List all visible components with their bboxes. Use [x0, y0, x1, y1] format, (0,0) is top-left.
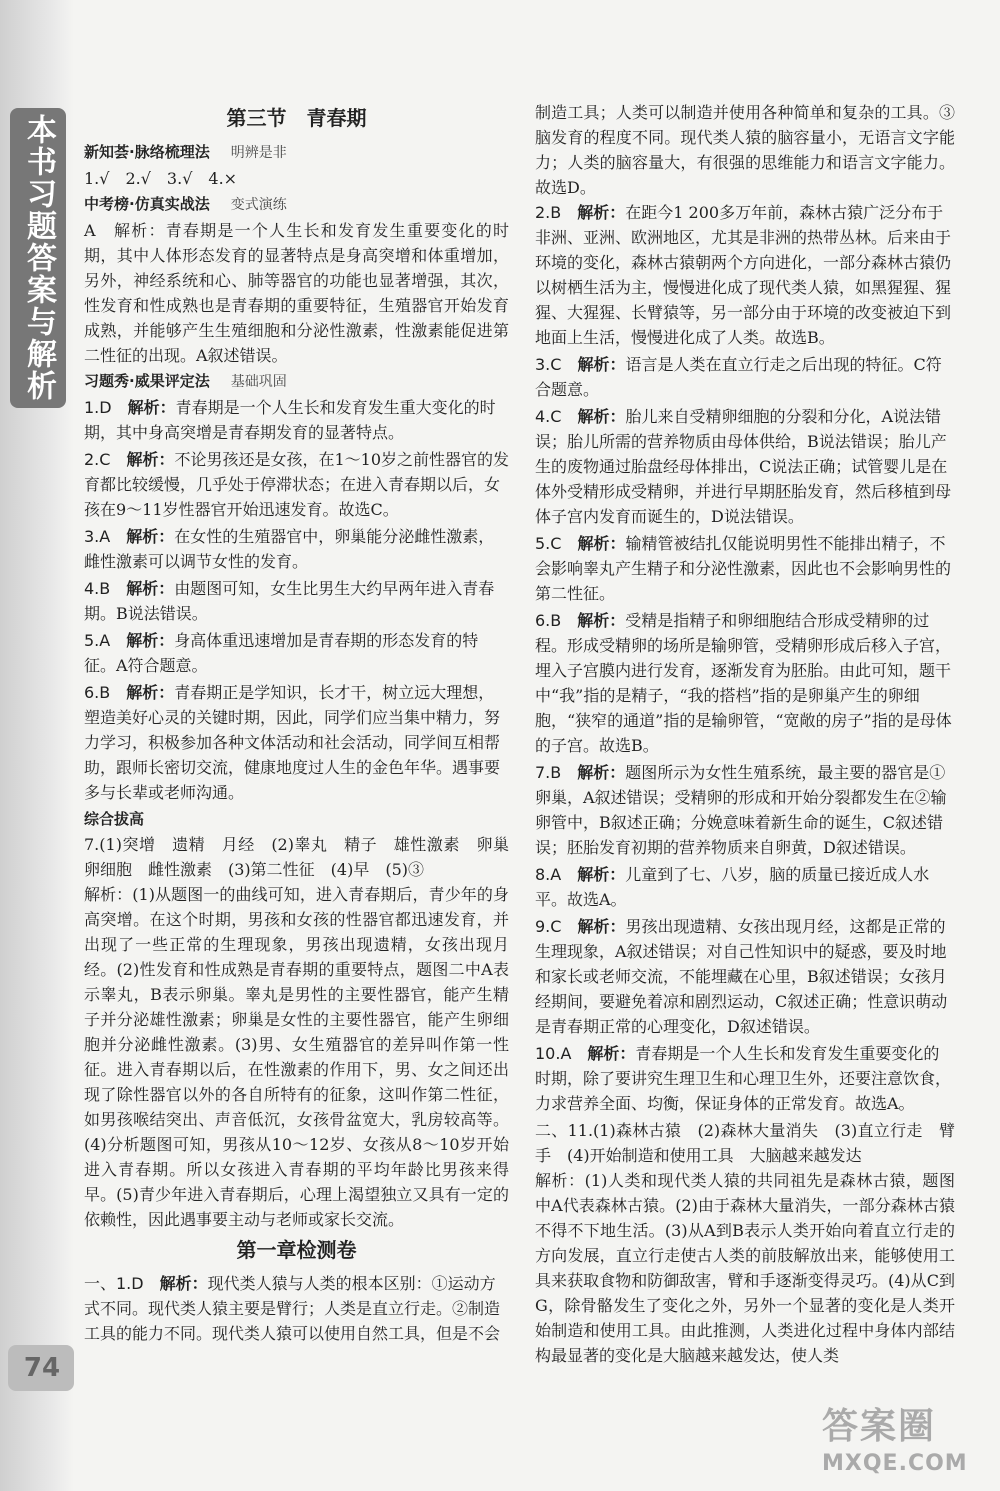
- answer-paragraph: A 解析：青春期是一个人生长和发育发生重要变化的时期，其中人体形态发育的显著特点是身高突增和体重增加，另外，神经系统和心、肺等器官的功能也显著增强，其次，性发育和性成熟也是青春期的重要特征，生殖器官开始发育成熟，并能够产生生殖细胞和分泌性激素，性激素能促进第二性征的出现。A叙述错误。: [84, 221, 509, 365]
- answer-item: 3.A 解析：在女性的生殖器官中，卵巢能分泌雌性激素，雌性激素可以调节女性的发育。: [84, 527, 495, 571]
- section-header-zonghe: 综合拔高: [84, 810, 145, 828]
- section-header-zhongkao: [84, 191, 509, 218]
- section-label: 中考榜·仿真实战法: [84, 195, 210, 213]
- page-number: 74: [23, 1353, 61, 1383]
- answer-item: 8.A 解析：儿童到了七、八岁，脑的质量已接近成人水平。故选A。: [535, 865, 930, 909]
- answer-item: 10.A 解析：青春期是一个人生长和发育发生重要变化的时期，除了要讲究生理卫生和心理卫生外，还要注意饮食，力求营养全面、均衡，保证身体的正常发育。故选A。: [535, 1044, 952, 1113]
- answer-line: 二、11.(1)森林古猿 (2)森林大量消失 (3)直立行走 臂 手 (4)开始制造和使用工具 大脑越来越发达: [535, 1121, 972, 1165]
- answer-item: 3.C 解析：语言是人类在直立行走之后出现的特征。C符合题意。: [535, 355, 942, 399]
- sidebar: [0, 0, 74, 1491]
- answer-item: 5.C 解析：输精管被结扎仅能说明男性不能排出精子，不会影响睾丸产生精子和分泌性激素，因此也不会影响男性的第二性征。: [535, 534, 952, 603]
- watermark-url: MXQE.COM: [822, 1451, 968, 1476]
- watermark-text: 答案圈: [822, 1406, 937, 1447]
- answer-item: 9.C 解析：男孩出现遗精、女孩出现月经，这都是正常的生理现象，A叙述错误；对自己性知识中的疑惑，要及时地和家长或老师交流，不能埋藏在心里，B叙述错误；女孩月经期间，要避免着凉和剧烈运动，C叙述正确；性意识萌动是青春期正常的心理变化，D叙述错误。: [535, 917, 948, 1036]
- section-sub: 变式演练: [230, 197, 287, 213]
- answer-line: 7.(1)突增 遗精 月经 (2)睾丸 精子 雄性激素 卵巢 卵细胞 雌性激素 (3)第二性征 (4)早 (5)③: [84, 835, 526, 879]
- left-column: [84, 100, 526, 1348]
- answer-item: 2.B 解析：在距今1 200多万年前，森林古猿广泛分布于非洲、亚洲、欧洲地区，尤其是非洲的热带丛林。后来由于环境的变化，森林古猿朝两个方向进化，一部分森林古猿仍以树栖生活为主，慢慢进化成了现代类人猿，如黑猩猩、猩猩、大猩猩、长臂猿等，另一部分由于环境的改变被迫下到地面上生活，慢慢进化成了人类。故选B。: [535, 203, 952, 347]
- answer-item: 7.B 解析：题图所示为女性生殖系统，最主要的器官是①卵巢，A叙述错误；受精卵的形成和开始分裂都发生在②输卵管中，B叙述正确；分娩意味着新生命的诞生，C叙述错误；胚胎发育初期的营养物质来自卵黄，D叙述错误。: [535, 763, 947, 857]
- answer-item: 6.B 解析：青春期正是学知识，长才干，树立远大理想，塑造美好心灵的关键时期，因此，同学们应当集中精力，努力学习，积极参加各种文体活动和社会活动，同学间互相帮助，跟师长密切交流，健康地度过人生的金色年华。遇事要多与长辈或老师沟通。: [84, 683, 501, 802]
- watermark-logo: [822, 1404, 987, 1482]
- answer-item: 一、1.D 解析：现代类人猿与人类的根本区别：①运动方式不同。现代类人猿主要是臂行；人类是直立行走。②制造工具的能力不同。现代类人猿可以使用自然工具，但是不会: [84, 1274, 501, 1343]
- right-column: [535, 100, 972, 1368]
- answer-item: 5.A 解析：身高体重迅速增加是青春期的形态发育的特征。A符合题意。: [84, 631, 479, 675]
- answer-paragraph: 解析：(1)从题图一的曲线可知，进入青春期后，青少年的身高突增。在这个时期，男孩和女孩的性器官都迅速发育，并出现了一些正常的生理现象，男孩出现遗精，女孩出现月经。(2)性发育和性成熟是青春期的重要特点，题图二中A表示睾丸，B表示卵巢。睾丸是男性的主要性器官，能产生精子并分泌雄性激素；卵巢是女性的主要性器官，能产生卵细胞并分泌雌性激素。(3)男、女生殖器官的差异叫作第一性征。进入青春期以后，在性激素的作用下，男、女之间还出现了除性器官以外的各自所特有的征象，这叫作第二性征，如男孩喉结突出、声音低沉，女孩骨盆宽大，乳房较高等。(4)分析题图可知，男孩从10～12岁、女孩从8～10岁开始进入青春期。所以女孩进入青春期的平均年龄比男孩来得早。(5)青少年进入青春期后，心理上渴望独立又具有一定的依赖性，因此遇事要主动与老师或家长交流。: [84, 885, 509, 1229]
- answer-line: 1.√ 2.√ 3.√ 4.×: [84, 169, 238, 188]
- sidebar-title: 本书习题答案与解析: [10, 108, 66, 408]
- answer-item: 4.B 解析：由题图可知，女生比男生大约早两年进入青春期。B说法错误。: [84, 579, 495, 623]
- answer-paragraph: 制造工具；人类可以制造并使用各种简单和复杂的工具。③脑发育的程度不同。现代类人猿的脑容量小，无语言文字能力；人类的脑容量大，有很强的思维能力和语言文字能力。故选D。: [535, 103, 955, 197]
- answer-item: 1.D 解析：青春期是一个人生长和发育发生重大变化的时期，其中身高突增是青春期发育的显著特点。: [84, 398, 496, 442]
- section-header-xiti: [84, 368, 509, 395]
- answer-paragraph: 解析：(1)人类和现代类人猿的共同祖先是森林古猿，题图中A代表森林古猿。(2)由于森林大量消失，一部分森林古猿不得不下地生活。(3)从A到B表示人类开始向着直立行走的方向发展，直立行走使古人类的前肢解放出来，能够使用工具来获取食物和防御敌害，臂和手逐渐变得灵巧。(4)从C到G，除骨骼发生了变化之外，另外一个显著的变化是人类开始制造和使用工具。由此推测，人类进化过程中身体内部结构最显著的变化是大脑越来越发达，使人类: [535, 1171, 955, 1365]
- section-label: 新知荟·脉络梳理法: [84, 143, 210, 161]
- chapter-title: 第一章检测卷: [236, 1238, 357, 1262]
- answer-item: 2.C 解析：不论男孩还是女孩，在1～10岁之前性器官的发育都比较缓慢，几乎处于停滞状态；在进入青春期以后，女孩在9～11岁性器官开始迅速发育。故选C。: [84, 450, 510, 519]
- answer-item: 4.C 解析：胎儿来自受精卵细胞的分裂和分化，A说法错误；胎儿所需的营养物质由母体供给，B说法错误；胎儿产生的废物通过胎盘经母体排出，C说法正确；试管婴儿是在体外受精形成受精卵，并进行早期胚胎发育，然后移植到母体子宫内发育而诞生的，D说法错误。: [535, 407, 952, 526]
- section-sub: 基础巩固: [230, 374, 287, 390]
- section-title: 第三节 青春期: [226, 106, 367, 130]
- section-header-xinzhi: [84, 139, 509, 166]
- section-label: 习题秀·威果评定法: [84, 372, 210, 390]
- section-sub: 明辨是非: [230, 145, 287, 161]
- answer-item: 6.B 解析：受精是指精子和卵细胞结合形成受精卵的过程。形成受精卵的场所是输卵管，受精卵形成后移入子宫，埋入子宫膜内进行发育，逐渐发育为胚胎。由此可知，题干中“我”指的是精子，“我的搭档”指的是卵巢产生的卵细胞，“狭窄的通道”指的是输卵管，“宽敞的房子”指的是母体的子宫。故选B。: [535, 611, 952, 755]
